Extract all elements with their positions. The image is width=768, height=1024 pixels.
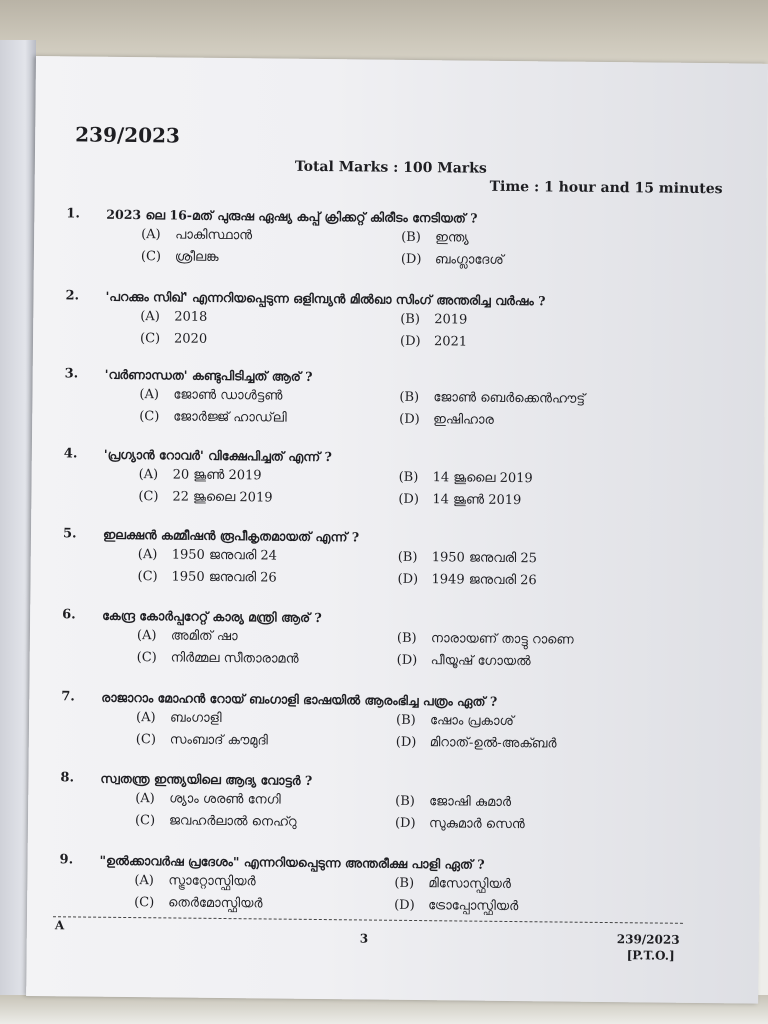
- question-number: 8.: [60, 770, 75, 786]
- question-5: [62, 526, 713, 589]
- question-text: 'പറക്കും സിഖ്' എന്നറിയപ്പെടുന്ന ഒളിമ്പ്യൻ മിൽഖാ സിംഗ് അന്തരിച്ച വർഷം ?: [105, 288, 546, 309]
- option-d: (D) 14 ജൂൺ 2019: [398, 491, 522, 509]
- option-c: (C) തെർമോസ്ഫിയർ: [134, 895, 263, 912]
- option-a: (A) അമിത് ഷാ: [136, 628, 238, 645]
- option-a: (A) സ്ട്രാറ്റോസ്ഫിയർ: [134, 873, 256, 890]
- option-c: (C) ജോർജ്ജ് ഹാഡ്‌ലി: [139, 409, 287, 426]
- option-b: (B) ജോഷി കുമാർ: [395, 793, 512, 811]
- option-a: (A) ജോൺ ഡാൾട്ടൺ: [139, 387, 283, 404]
- series-letter: A: [54, 918, 65, 933]
- page-number: 3: [359, 931, 369, 946]
- option-b: (B) 14 ജൂലൈ 2019: [398, 469, 533, 487]
- question-number: 9.: [59, 852, 74, 868]
- option-b: (B) ഇന്ത്യ: [401, 229, 469, 246]
- option-d: (D) 2021: [399, 333, 468, 350]
- option-c: (C) 22 ജൂലൈ 2019: [138, 489, 273, 506]
- question-3: [64, 366, 715, 428]
- question-number: 4.: [63, 446, 78, 462]
- option-a: (A) ബംഗാളി: [135, 710, 222, 726]
- option-d: (D) ബംഗ്ലാദേശ്: [400, 251, 504, 268]
- exam-page: [26, 56, 768, 1004]
- total-marks: Total Marks : 100 Marks: [294, 158, 487, 177]
- option-c: (C) 2020: [139, 331, 208, 347]
- question-text: രാജാറാം മോഹൻ റോയ് ബംഗാളി ഭാഷയിൽ ആരംഭിച്ച പത്രം ഏത് ?: [101, 689, 498, 709]
- question-text: "ഉൽക്കാവർഷ പ്രദേശം" എന്നറിയപ്പെടുന്ന അന്തരീക്ഷ പാളി ഏത് ?: [99, 852, 485, 872]
- footer-divider: [53, 916, 683, 924]
- option-c: (C) ശ്രീലങ്ക: [140, 249, 219, 265]
- option-c: (C) സംബാദ് കൗമുദി: [135, 732, 268, 749]
- option-b: (B) നാരായണ് താട്ടു റാണെ: [396, 630, 574, 648]
- question-8: [60, 770, 711, 833]
- option-a: (A) 20 ജൂൺ 2019: [138, 467, 262, 484]
- question-number: 3.: [64, 366, 79, 382]
- question-number: 6.: [62, 607, 76, 623]
- footer-paper-code: 239/2023: [616, 932, 680, 947]
- option-b: (B) ഷോം പ്രകാശ്: [395, 712, 514, 730]
- question-text: 'വർണാന്ധത' കണ്ടുപിടിച്ചത് ആര് ?: [104, 366, 313, 384]
- question-text: 'പ്രഗ്യാൻ റോവർ' വിക്ഷേപിച്ചത് എന്ന് ?: [103, 446, 332, 465]
- option-d: (D) 1949 ജനുവരി 26: [397, 571, 537, 589]
- option-b: (B) 1950 ജനുവരി 25: [397, 549, 538, 567]
- option-d: (D) ട്രോപ്പോസ്ഫിയർ: [394, 897, 519, 915]
- question-number: 1.: [66, 206, 81, 222]
- option-a: (A) 1950 ജനുവരി 24: [137, 547, 278, 564]
- question-text: സ്വതന്ത്ര ഇന്ത്യയിലെ ആദ്യ വോട്ടർ ?: [100, 770, 313, 788]
- option-b: (B) ജോൺ ബെർക്കെൻഹൗട്ട്: [399, 389, 586, 407]
- time-limit: Time : 1 hour and 15 minutes: [489, 178, 723, 198]
- option-d: (D) ഇഷിഹാര: [399, 411, 494, 428]
- question-6: [62, 607, 712, 670]
- question-paper-code: 239/2023: [75, 122, 181, 148]
- option-c: (C) 1950 ജനുവരി 26: [137, 569, 277, 586]
- question-number: 5.: [62, 526, 77, 542]
- question-4: [63, 446, 714, 509]
- option-a: (A) ശ്യാം ശരൺ നേഗി: [135, 791, 281, 808]
- question-text: ഇലക്ഷൻ കമ്മീഷൻ രൂപീകൃതമായത് എന്ന് ?: [102, 526, 360, 545]
- question-number: 2.: [65, 288, 80, 304]
- please-turn-over: [P.T.O.]: [626, 948, 675, 963]
- option-a: (A) പാകിസ്ഥാൻ: [141, 227, 253, 244]
- question-1: [66, 206, 716, 268]
- option-c: (C) നിർമ്മല സീതാരാമൻ: [136, 650, 299, 667]
- option-c: (C) ജവഹർലാൽ നെഹ്റു: [134, 813, 297, 830]
- question-number: 7.: [61, 689, 75, 705]
- question-text: 2023 ലെ 16-മത് പുരുഷ ഏഷ്യ കപ്പ് ക്രിക്കറ്റ് കിരീടം നേടിയത് ?: [106, 206, 478, 226]
- question-text: കേന്ദ്ര കോർപ്പറേറ്റ് കാര്യ മന്ത്രി ആര് ?: [102, 607, 322, 626]
- question-9: [59, 852, 710, 915]
- option-a: (A) 2018: [140, 309, 208, 325]
- option-b: (B) മിസോസ്ഫിയർ: [394, 875, 511, 893]
- option-b: (B) 2019: [400, 311, 468, 328]
- question-2: [65, 288, 716, 350]
- option-d: (D) മിറാത്-ഉൽ-അക്ബർ: [395, 734, 557, 752]
- option-d: (D) പീയൂഷ് ഗോയൽ: [396, 652, 531, 670]
- question-7: [61, 689, 711, 752]
- option-d: (D) സുകുമാർ സെൻ: [394, 815, 525, 833]
